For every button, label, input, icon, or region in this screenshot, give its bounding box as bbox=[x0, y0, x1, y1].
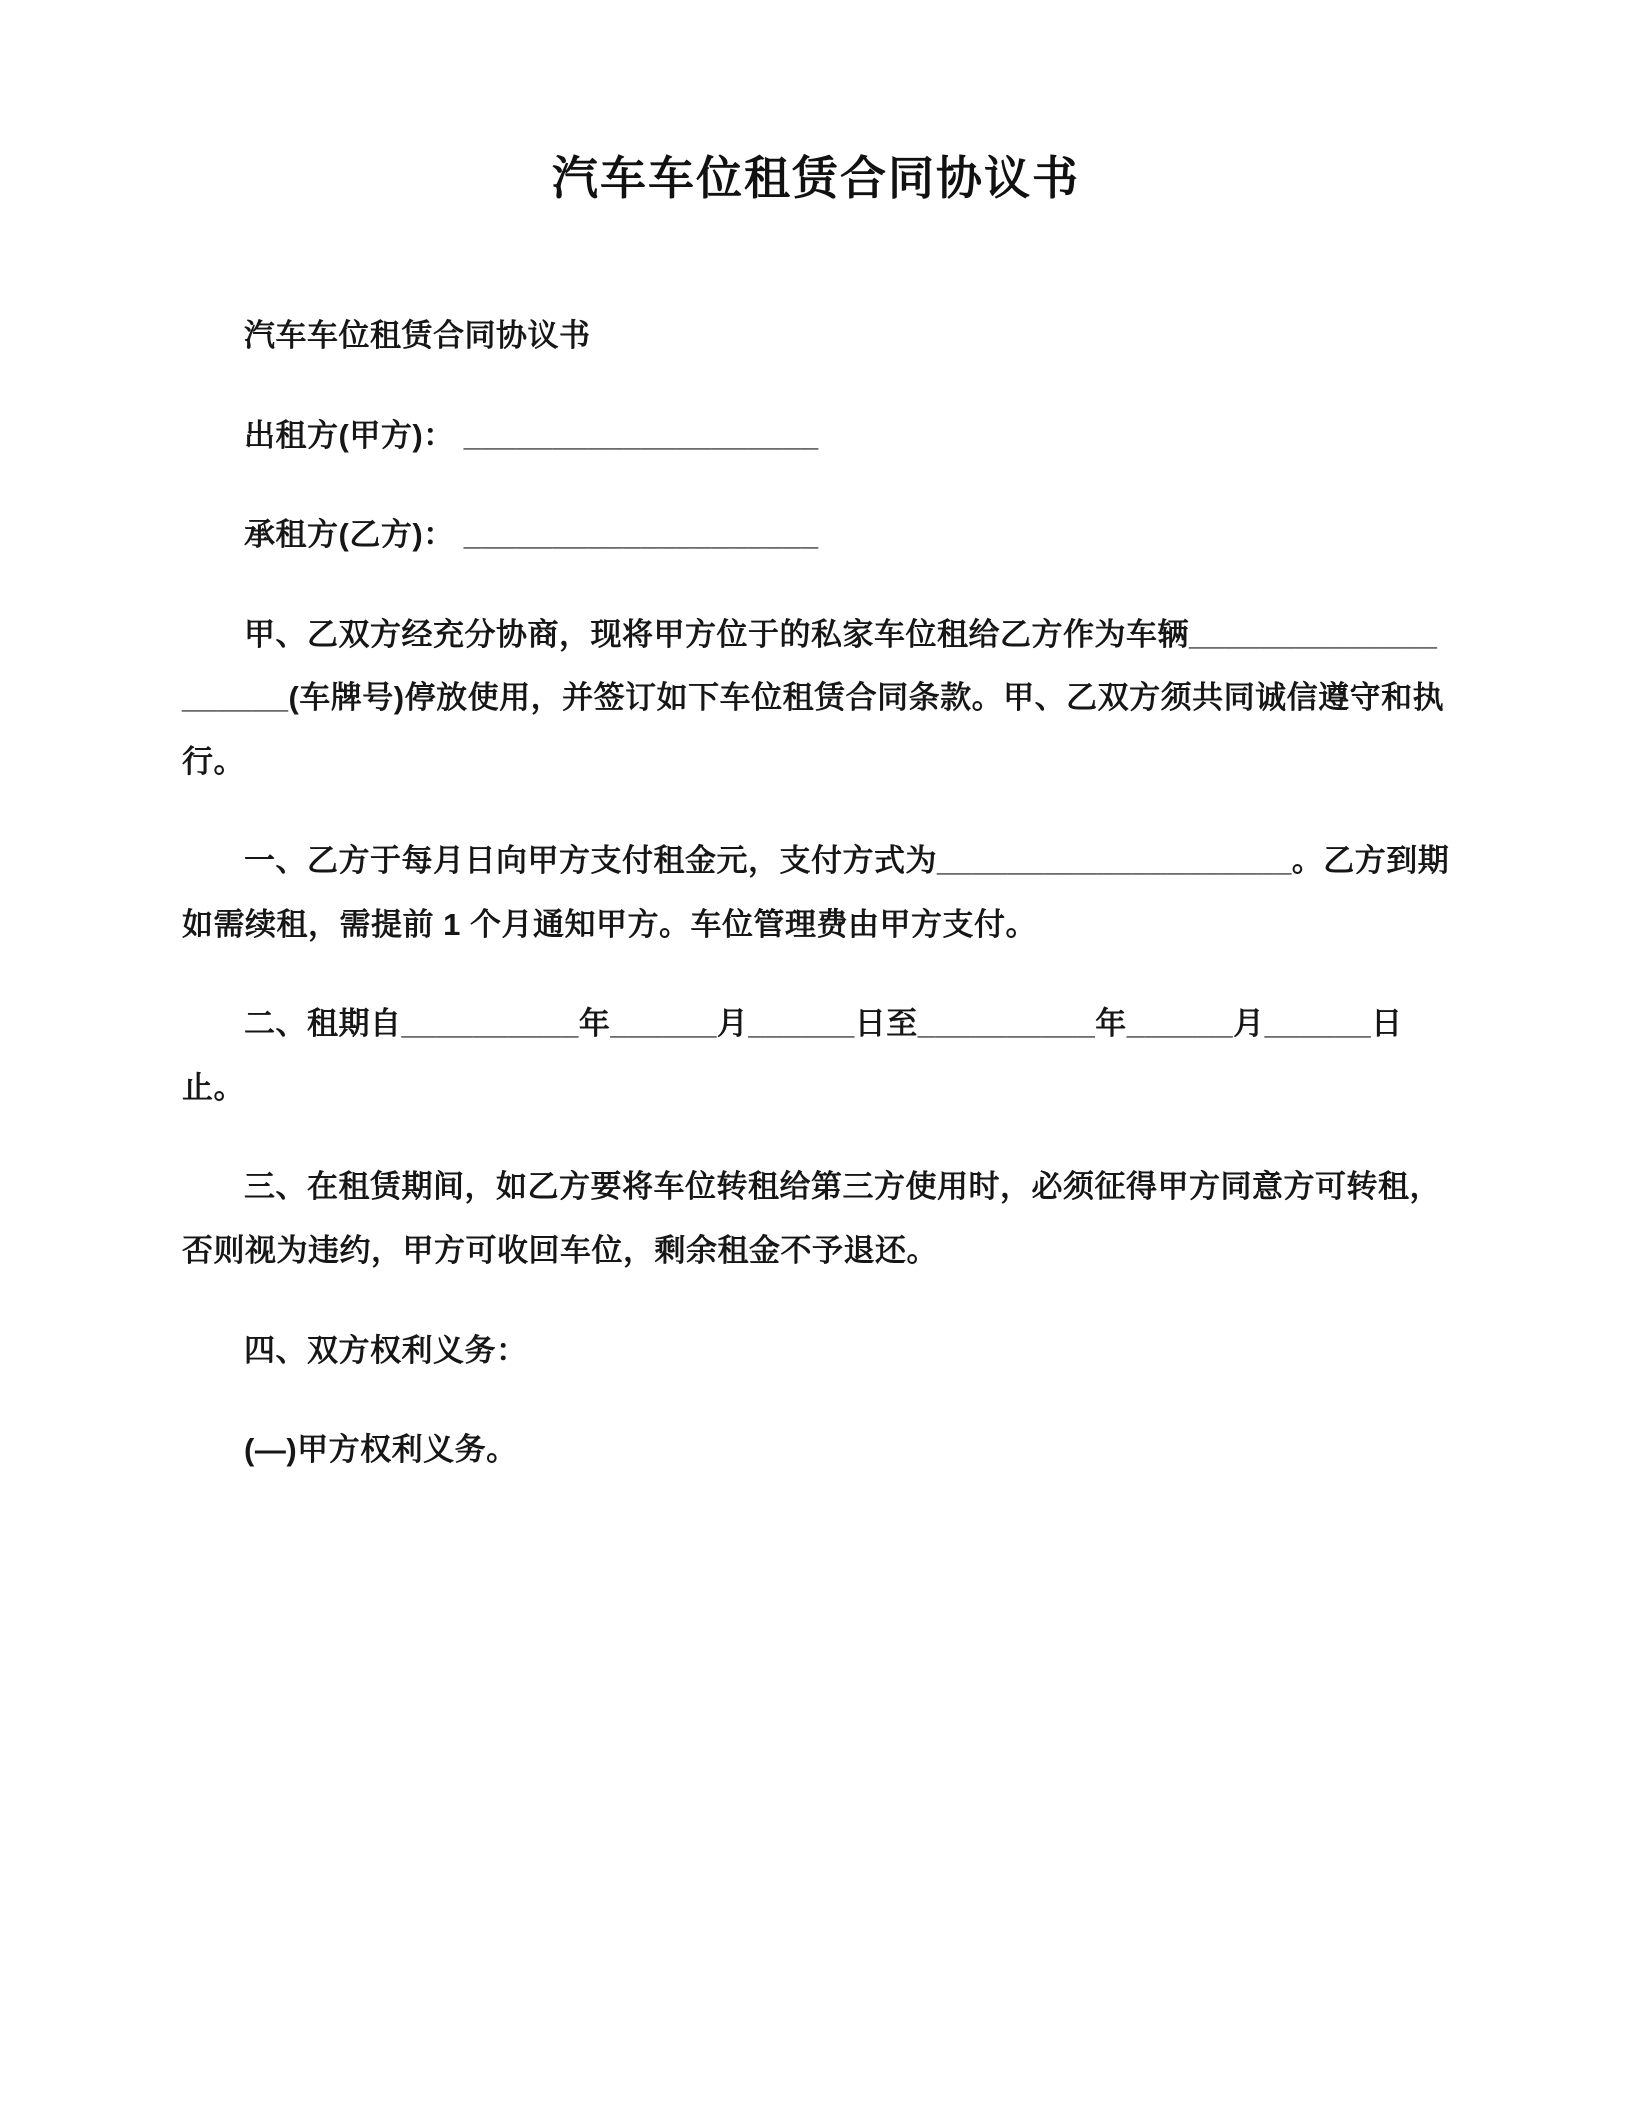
paragraph-clause-4-sub-1: (—)甲方权利义务。 bbox=[244, 1432, 518, 1468]
page-title: 汽车车位租赁合同协议书 bbox=[552, 152, 1080, 204]
paragraph-clause-3: 三、在租赁期间，如乙方要将车位转租给第三方使用时，必须征得甲方同意方可转租，否则视为违约，甲方可收回车位，剩余租金不予退还。 bbox=[182, 1169, 1441, 1269]
paragraph-clause-4: 四、双方权利义务： bbox=[244, 1332, 528, 1368]
paragraph-subtitle: 汽车车位租赁合同协议书 bbox=[244, 318, 591, 353]
document-body bbox=[182, 304, 1450, 1482]
paragraph-lessee-line: 承租方(乙方)： ____________________ bbox=[244, 517, 819, 553]
paragraph-preamble: 甲、乙双方经充分协商，现将甲方位于的私家车位租给乙方作为车辆____________________(车牌号)停放使用，并签订如下车位租赁合同条款。甲、乙双方须共同诚信遵守和执行。 bbox=[182, 616, 1445, 779]
paragraph-lessor-line: 出租方(甲方)： ____________________ bbox=[244, 417, 819, 453]
paragraph-clause-2: 二、租期自__________年______月______日至__________年______月______日止。 bbox=[182, 1006, 1403, 1105]
paragraph-clause-1: 一、乙方于每月日向甲方支付租金元，支付方式为____________________。乙方到期如需续租，需提前 1 个月通知甲方。车位管理费由甲方支付。 bbox=[182, 843, 1450, 942]
